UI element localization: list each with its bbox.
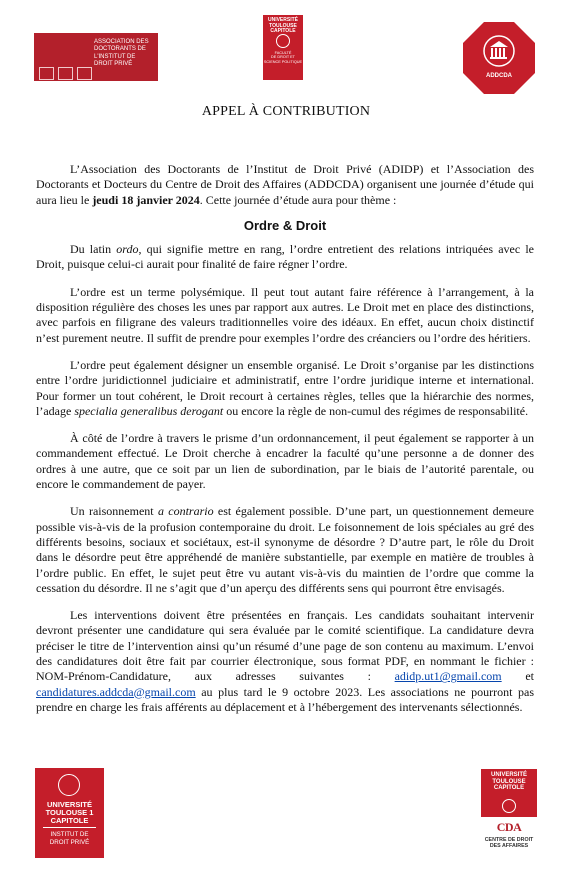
- seal-icon: [502, 799, 516, 813]
- ut1-logo-institute: INSTITUT DE DROIT PRIVÉ: [49, 831, 90, 846]
- paragraph: Un raisonnement a contrario est également possible. D’une part, un questionnement demeure possible vis-à-vis de la profusion contemporaine du droit. Le foisonnement de lois spéciales au gré des différents besoins, sociaux et sociétaux, est-il synonyme de désordre ? D’autre part, le rôle du Droit dans le désordre peut être appréhendé de manière substantielle, par exemple en matière de troubles à l’ordre public. En effet, le sujet peut être vu autant vis-à-vis du maintien de l’ordre que comme la cessation du désordre. Il ne s’agit que d’un aperçu des différents sens qui pourront être envisagés.: [36, 504, 534, 595]
- addcda-logo-label: ADDCDA: [486, 73, 512, 79]
- adidp-letter-box: [77, 67, 92, 80]
- ut1-institut-droit-prive-logo: [35, 768, 104, 858]
- divider: [43, 827, 96, 828]
- ut-logo-subtitle: FACULTÉ DE DROIT ET SCIENCE POLITIQUE: [263, 50, 303, 64]
- email-link-addcda[interactable]: candidatures.addcda@gmail.com: [36, 684, 196, 699]
- ut-capitole-cda-logo: [481, 769, 537, 857]
- paragraph: L’ordre peut également désigner un ensemble organisé. Le Droit s’organise par les distinctions entre l’ordre juridictionnel judiciaire et administratif, entre l’ordre juridique interne et international. Pour former un tout cohérent, le Droit recourt à certaines règles, telles que la hiérarchie des normes, l’adage specialia generalibus derogant ou encore la règle de non-cumul des régimes de responsabilité.: [36, 357, 534, 418]
- adidp-letter-box: [58, 67, 73, 80]
- page-title: APPEL À CONTRIBUTION: [201, 104, 371, 119]
- adidp-logo-text: ASSOCIATION DES DOCTORANTS DE L'INSTITUT DE DROIT PRIVÉ: [94, 39, 149, 68]
- seal-icon: [276, 34, 290, 48]
- paragraph: À côté de l’ordre à travers le prisme d’un ordonnancement, il peut également se rapporter à un commandement effectué. Le Droit cherche à encadrer la faculté qu’une personne a de donner des ordres à une autre, que ce soit par un lien de subordination, par le biais de l’autorité parentale, ou encore le commandement de payer.: [36, 431, 534, 492]
- adidp-letter-box: [39, 67, 54, 80]
- cda-logo-text: CENTRE DE DROIT DES AFFAIRES: [484, 837, 534, 849]
- seal-icon: [58, 774, 80, 796]
- paragraph: Les interventions doivent être présentées en français. Les candidats souhaitant intervenir devront présenter une candidature qui sera évaluée par le comité scientifique. La candidature devra préciser le titre de l’intervention ainsi qu’un résumé d’une page de son contenu au maximum. L’envoi des candidatures doit être fait par courrier électronique, sous format PDF, en nommant le fichier : NOM-Prénom-Candidature, aux adresses suivantes : adidp.ut1@gmail.com et candidatures.addcda@gmail.com au plus tard le 9 octobre 2023. Les associations ne pourront pas prendre en charge les frais afférents au déplacement et à l’hébergement des intervenants sélectionnés.: [36, 608, 534, 714]
- ut-capitole-logo: [263, 15, 303, 80]
- document-body: [36, 162, 534, 727]
- adidp-logo: [34, 33, 158, 81]
- paragraph: L’ordre est un terme polysémique. Il peut tout autant faire référence à l’arrangement, à la disposition régulière des choses les unes par rapport aux autres. Le Droit met en place des distinctions, avec parfois en filigrane des valeurs traditionnelles voire des idéaux. En effet, aucun choix distinctif n’est purement neutre. Il suffit de prendre pour exemples l’ordre des créanciers ou l’ordre des héritiers.: [36, 284, 534, 345]
- ut-logo-title: UNIVERSITÉ TOULOUSE CAPITOLE: [267, 17, 298, 35]
- theme-heading: Ordre & Droit: [243, 217, 327, 233]
- ut2-logo-block: UNIVERSITÉ TOULOUSE CAPITOLE: [481, 769, 537, 817]
- email-link-adidp[interactable]: adidp.ut1@gmail.com: [394, 669, 502, 684]
- intro-paragraph: L’Association des Doctorants de l’Institut de Droit Privé (ADIDP) et l’Association des Doctorants et Docteurs du Centre de Droit des Affaires (ADDCDA) organisent une journée d’étude qui aura lieu le jeudi 18 janvier 2024. Cette journée d’étude aura pour thème :: [36, 162, 534, 207]
- cda-logo-mark: CDA: [496, 820, 522, 834]
- addcda-emblem-icon: [462, 21, 536, 95]
- ut1-logo-name: UNIVERSITÉ TOULOUSE 1 CAPITOLE: [45, 800, 94, 825]
- paragraph: Du latin ordo, qui signifie mettre en rang, l’ordre entretient des relations intriquées avec le Droit, puisque celui-ci aurait pour finalité de faire régner l’ordre.: [36, 242, 534, 272]
- addcda-logo: [462, 21, 536, 95]
